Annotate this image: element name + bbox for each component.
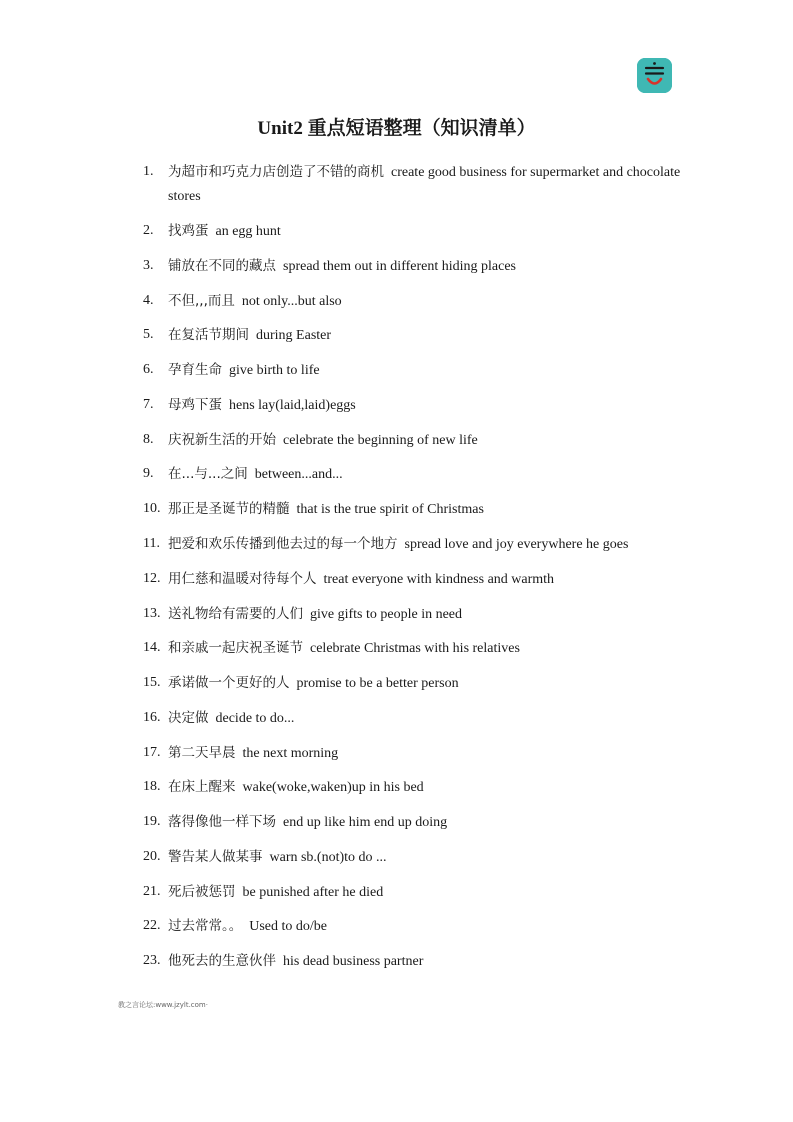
- phrase-number: 8.: [143, 432, 154, 447]
- phrase-body: [168, 671, 683, 696]
- phrase-number: 17.: [143, 745, 161, 760]
- phrase-item: [143, 880, 683, 905]
- phrase-english: that is the true spirit of Christmas: [296, 502, 484, 517]
- phrase-body: [168, 462, 683, 487]
- phrase-chinese: 在床上醒来: [168, 779, 236, 795]
- phrase-body: [168, 914, 683, 939]
- phrase-number: 11.: [143, 536, 160, 551]
- phrase-item: [143, 428, 683, 453]
- phrase-item: [143, 741, 683, 766]
- phrase-chinese: 送礼物给有需要的人们: [168, 606, 303, 622]
- phrase-item: [143, 567, 683, 592]
- phrase-english: give gifts to people in need: [310, 607, 463, 622]
- phrase-chinese: 母鸡下蛋: [168, 397, 222, 413]
- phrase-english: not only...but also: [241, 294, 342, 309]
- phrase-number: 10.: [143, 501, 161, 516]
- phrase-english: the next morning: [242, 746, 339, 761]
- phrase-english: Used to do/be: [249, 919, 328, 934]
- phrase-english: decide to do...: [215, 711, 295, 726]
- phrase-number: 5.: [143, 327, 154, 342]
- phrase-english: between...and...: [254, 467, 343, 482]
- phrase-number: 9.: [143, 466, 154, 481]
- phrase-number: 7.: [143, 397, 154, 412]
- phrase-english: end up like him end up doing: [283, 815, 448, 830]
- phrase-english: celebrate the beginning of new life: [283, 433, 478, 448]
- phrase-english: spread them out in different hiding places: [283, 259, 517, 274]
- phrase-number: 15.: [143, 675, 161, 690]
- phrase-item: [143, 160, 683, 209]
- phrase-chinese: 把爱和欢乐传播到他去过的每一个地方: [168, 536, 398, 552]
- phrase-english: warn sb.(not)to do ...: [269, 850, 387, 865]
- phrase-body: [168, 880, 683, 905]
- phrase-item: [143, 462, 683, 487]
- phrase-english: treat everyone with kindness and warmth: [323, 572, 555, 587]
- phrase-body: [168, 219, 683, 244]
- phrase-chinese: 第二天早晨: [168, 745, 236, 761]
- phrase-body: [168, 160, 683, 209]
- page-title: Unit2 重点短语整理（知识清单）: [257, 118, 536, 139]
- phrase-number: 1.: [143, 164, 154, 179]
- phrase-english: hens lay(laid,laid)eggs: [229, 398, 356, 413]
- phrase-chinese: 庆祝新生活的开始: [168, 432, 276, 448]
- phrase-body: [168, 775, 683, 800]
- phrase-chinese: 为超市和巧克力店创造了不错的商机: [168, 164, 384, 180]
- phrase-english: his dead business partner: [283, 954, 424, 969]
- phrase-body: [168, 949, 683, 974]
- phrase-item: [143, 254, 683, 279]
- phrase-chinese: 他死去的生意伙伴: [168, 953, 276, 969]
- phrase-chinese: 决定做: [168, 710, 209, 726]
- phrase-chinese: 在...与...之间: [168, 466, 248, 482]
- phrase-number: 18.: [143, 779, 161, 794]
- phrase-body: [168, 706, 683, 731]
- phrase-chinese: 用仁慈和温暖对待每个人: [168, 571, 317, 587]
- phrase-body: [168, 636, 683, 661]
- phrase-body: [168, 254, 683, 279]
- phrase-number: 21.: [143, 884, 161, 899]
- phrase-english: give birth to life: [229, 363, 320, 378]
- phrase-body: [168, 428, 683, 453]
- phrase-english: create good business for supermarket and chocolate stores: [168, 165, 681, 204]
- phrase-chinese: 死后被惩罚: [168, 884, 236, 900]
- phrase-item: [143, 949, 683, 974]
- phrase-number: 12.: [143, 571, 161, 586]
- phrase-body: [168, 602, 683, 627]
- phrase-number: 2.: [143, 223, 154, 238]
- phrase-number: 23.: [143, 953, 161, 968]
- phrase-number: 13.: [143, 606, 161, 621]
- phrase-item: [143, 323, 683, 348]
- phrase-chinese: 那正是圣诞节的精髓: [168, 501, 290, 517]
- phrase-chinese: 在复活节期间: [168, 327, 249, 343]
- footer-site-url: 教之言论坛:www.jzylt.com·: [118, 1001, 208, 1009]
- phrase-item: [143, 497, 683, 522]
- phrase-chinese: 警告某人做某事: [168, 849, 263, 865]
- phrase-number: 4.: [143, 293, 154, 308]
- phrase-item: [143, 532, 683, 557]
- phrase-english: during Easter: [256, 328, 332, 343]
- phrase-body: [168, 845, 683, 870]
- phrase-body: [168, 567, 683, 592]
- phrase-english: wake(woke,waken)up in his bed: [242, 780, 424, 795]
- phrase-body: [168, 323, 683, 348]
- phrase-body: [168, 289, 683, 314]
- phrase-body: [168, 532, 683, 557]
- phrase-english: celebrate Christmas with his relatives: [310, 641, 520, 656]
- phrase-english: spread love and joy everywhere he goes: [404, 537, 629, 552]
- site-logo: [637, 58, 672, 93]
- phrase-body: [168, 810, 683, 835]
- phrase-number: 22.: [143, 918, 161, 933]
- phrase-body: [168, 741, 683, 766]
- phrase-chinese: 过去常常。。: [168, 918, 243, 934]
- phrase-item: [143, 810, 683, 835]
- phrase-item: [143, 289, 683, 314]
- phrase-number: 19.: [143, 814, 161, 829]
- phrase-item: [143, 914, 683, 939]
- phrase-chinese: 铺放在不同的藏点: [168, 258, 276, 274]
- logo-icon: [637, 58, 672, 93]
- phrase-item: [143, 219, 683, 244]
- phrase-item: [143, 358, 683, 383]
- phrase-chinese: 孕育生命: [168, 362, 222, 378]
- phrase-english: promise to be a better person: [296, 676, 459, 691]
- phrase-number: 3.: [143, 258, 154, 273]
- phrase-chinese: 承诺做一个更好的人: [168, 675, 290, 691]
- phrase-english: be punished after he died: [242, 885, 384, 900]
- phrase-chinese: 找鸡蛋: [168, 223, 209, 239]
- phrase-number: 6.: [143, 362, 154, 377]
- phrase-number: 14.: [143, 640, 161, 655]
- phrase-number: 20.: [143, 849, 161, 864]
- phrase-item: [143, 671, 683, 696]
- phrase-english: an egg hunt: [215, 224, 281, 239]
- phrase-item: [143, 393, 683, 418]
- phrase-chinese: 不但,,,而且: [168, 293, 235, 309]
- phrase-item: [143, 775, 683, 800]
- phrase-item: [143, 845, 683, 870]
- phrase-chinese: 落得像他一样下场: [168, 814, 276, 830]
- phrase-item: [143, 602, 683, 627]
- phrase-body: [168, 358, 683, 383]
- phrase-item: [143, 636, 683, 661]
- phrase-chinese: 和亲戚一起庆祝圣诞节: [168, 640, 303, 656]
- phrase-item: [143, 706, 683, 731]
- phrase-body: [168, 393, 683, 418]
- phrase-body: [168, 497, 683, 522]
- phrase-number: 16.: [143, 710, 161, 725]
